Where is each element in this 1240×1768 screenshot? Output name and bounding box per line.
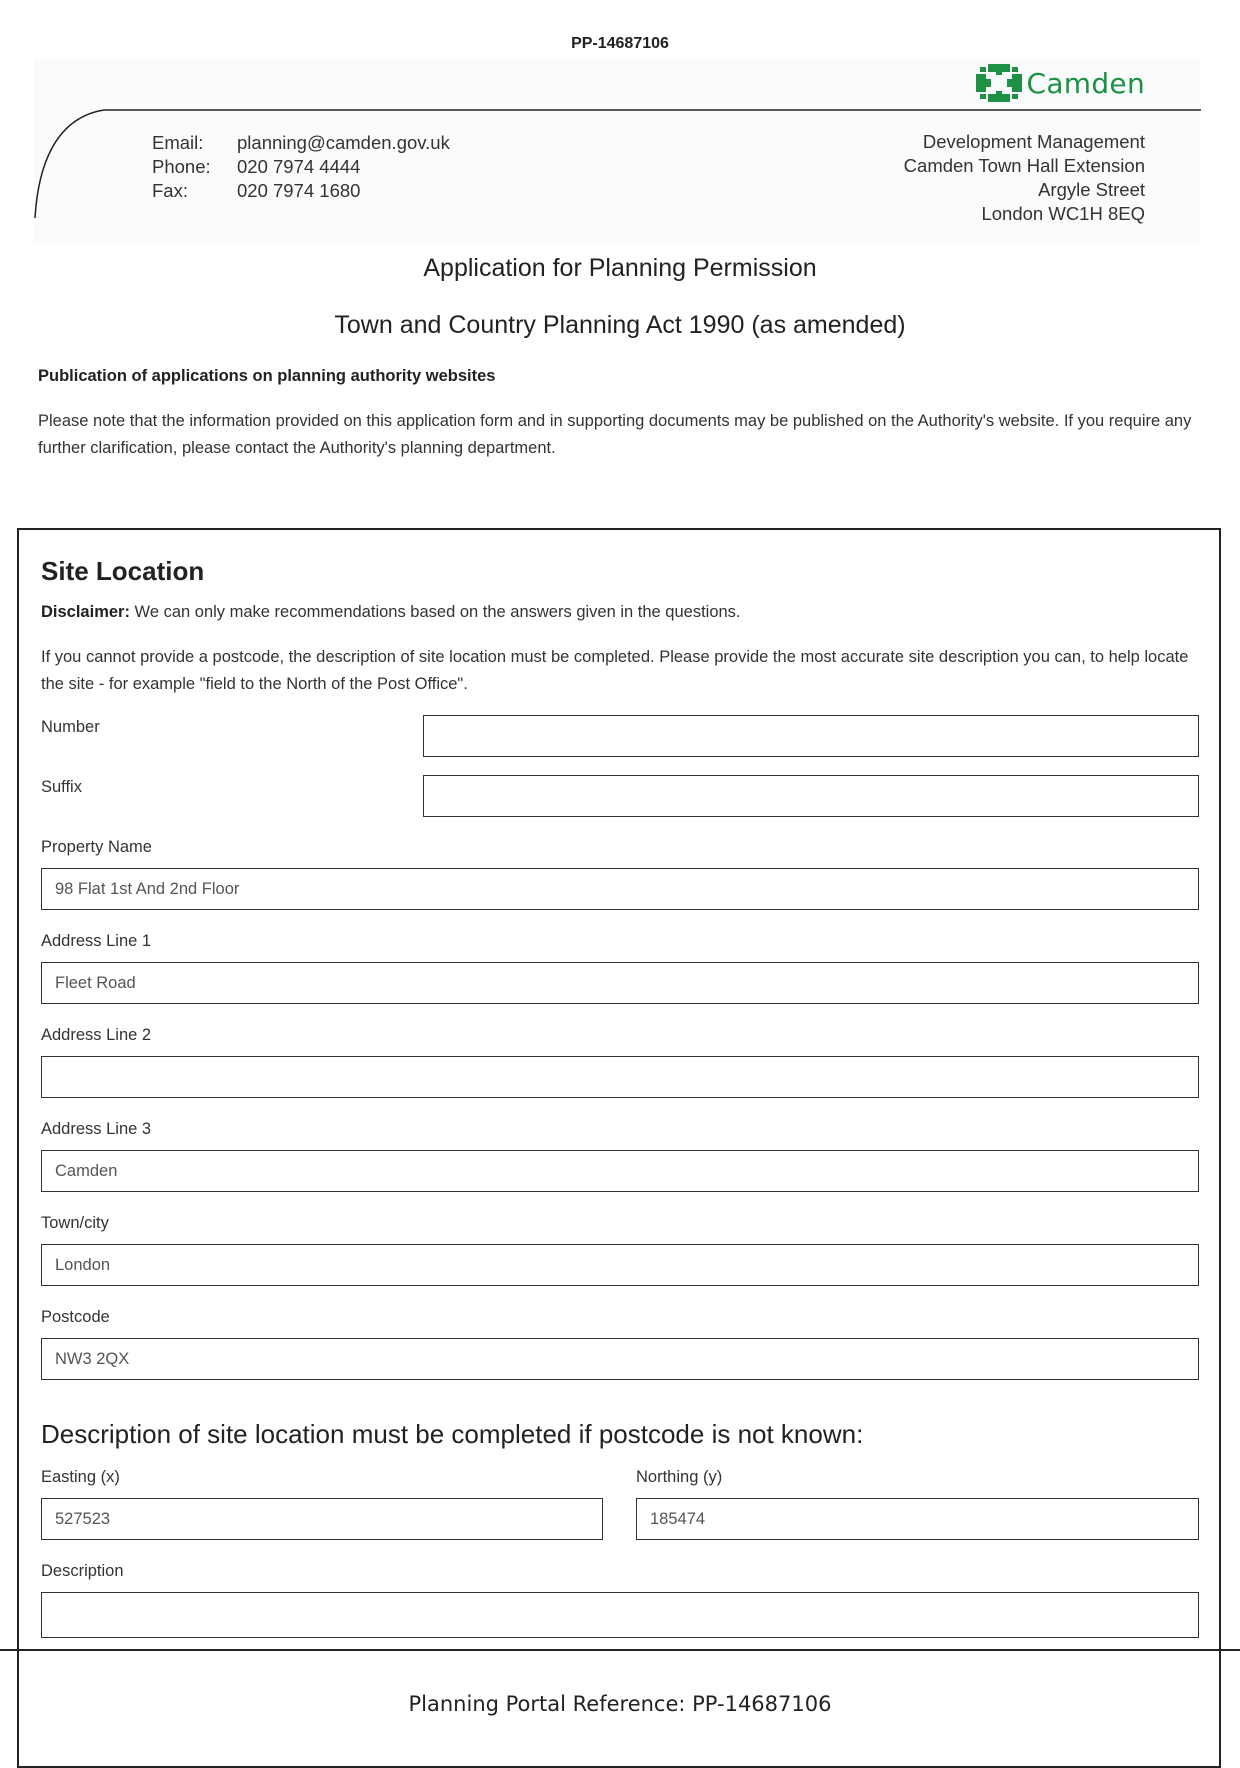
northing-label: Northing (y) — [636, 1468, 723, 1486]
description-label: Description — [41, 1562, 124, 1580]
contact-fax-value: 020 7974 1680 — [237, 180, 361, 201]
camden-logo — [974, 62, 1145, 104]
section-title: Site Location — [41, 556, 205, 586]
property-name-field[interactable]: 98 Flat 1st And 2nd Floor — [41, 868, 1199, 910]
number-field[interactable] — [423, 715, 1199, 757]
suffix-label: Suffix — [41, 778, 82, 796]
suffix-field[interactable] — [423, 775, 1199, 817]
postcode-field[interactable]: NW3 2QX — [41, 1338, 1199, 1380]
camden-logo-text: Camden — [1026, 66, 1145, 100]
northing-field[interactable]: 185474 — [636, 1498, 1199, 1540]
site-location-section — [17, 528, 1221, 1768]
number-label: Number — [41, 718, 100, 736]
address-line-3-label: Address Line 3 — [41, 1120, 152, 1138]
address-line: Argyle Street — [1038, 179, 1145, 200]
description-field[interactable] — [41, 1592, 1199, 1638]
page-subtitle: Town and Country Planning Act 1990 (as amended) — [334, 311, 906, 339]
publication-text: Please note that the information provided on this application form and in supporting documents may be published on the Authority's website. If you require any further clarification, please contact the Authority's planning department. — [38, 412, 1192, 457]
page-title: Application for Planning Permission — [423, 254, 817, 282]
document-reference-top: PP-14687106 — [571, 35, 669, 52]
town-city-field[interactable]: London — [41, 1244, 1199, 1286]
disclaimer — [41, 603, 741, 622]
disclaimer-label: Disclaimer: — [41, 603, 130, 621]
description-heading: Description of site location must be completed if postcode is not known: — [41, 1419, 864, 1449]
office-address — [904, 130, 1145, 226]
contact-phone-label: Phone: — [152, 156, 211, 177]
disclaimer-text: We can only make recommendations based on the answers given in the questions. — [129, 603, 741, 621]
easting-label: Easting (x) — [41, 1468, 120, 1486]
contact-phone-value: 020 7974 4444 — [237, 156, 361, 177]
postcode-note: If you cannot provide a postcode, the description of site location must be completed. Please provide the most accurate site description you can, to help locate the site - for example "field to the North of the Post Office". — [41, 648, 1189, 693]
letterhead — [34, 58, 1201, 244]
address-line-3-field[interactable]: Camden — [41, 1150, 1199, 1192]
address-line: London WC1H 8EQ — [981, 203, 1145, 224]
footer-reference: Planning Portal Reference: PP-14687106 — [408, 1692, 832, 1716]
address-line-2-field[interactable] — [41, 1056, 1199, 1098]
address-line-2-label: Address Line 2 — [41, 1026, 152, 1044]
address-line-1-field[interactable]: Fleet Road — [41, 962, 1199, 1004]
address-line-1-label: Address Line 1 — [41, 932, 152, 950]
contact-fax-row — [152, 180, 360, 202]
contact-fax-label: Fax: — [152, 180, 188, 201]
contact-email-value: planning@camden.gov.uk — [237, 132, 450, 153]
easting-field[interactable]: 527523 — [41, 1498, 603, 1540]
address-line: Camden Town Hall Extension — [903, 155, 1145, 176]
contact-phone-row — [152, 156, 360, 178]
contact-email-label: Email: — [152, 132, 204, 153]
property-name-label: Property Name — [41, 838, 152, 856]
footer-divider — [0, 1649, 1240, 1651]
contact-email-row — [152, 132, 450, 154]
address-line: Development Management — [922, 131, 1145, 152]
camden-logo-icon — [974, 62, 1024, 104]
publication-heading: Publication of applications on planning authority websites — [38, 367, 496, 385]
town-city-label: Town/city — [41, 1214, 109, 1232]
postcode-label: Postcode — [41, 1308, 110, 1326]
